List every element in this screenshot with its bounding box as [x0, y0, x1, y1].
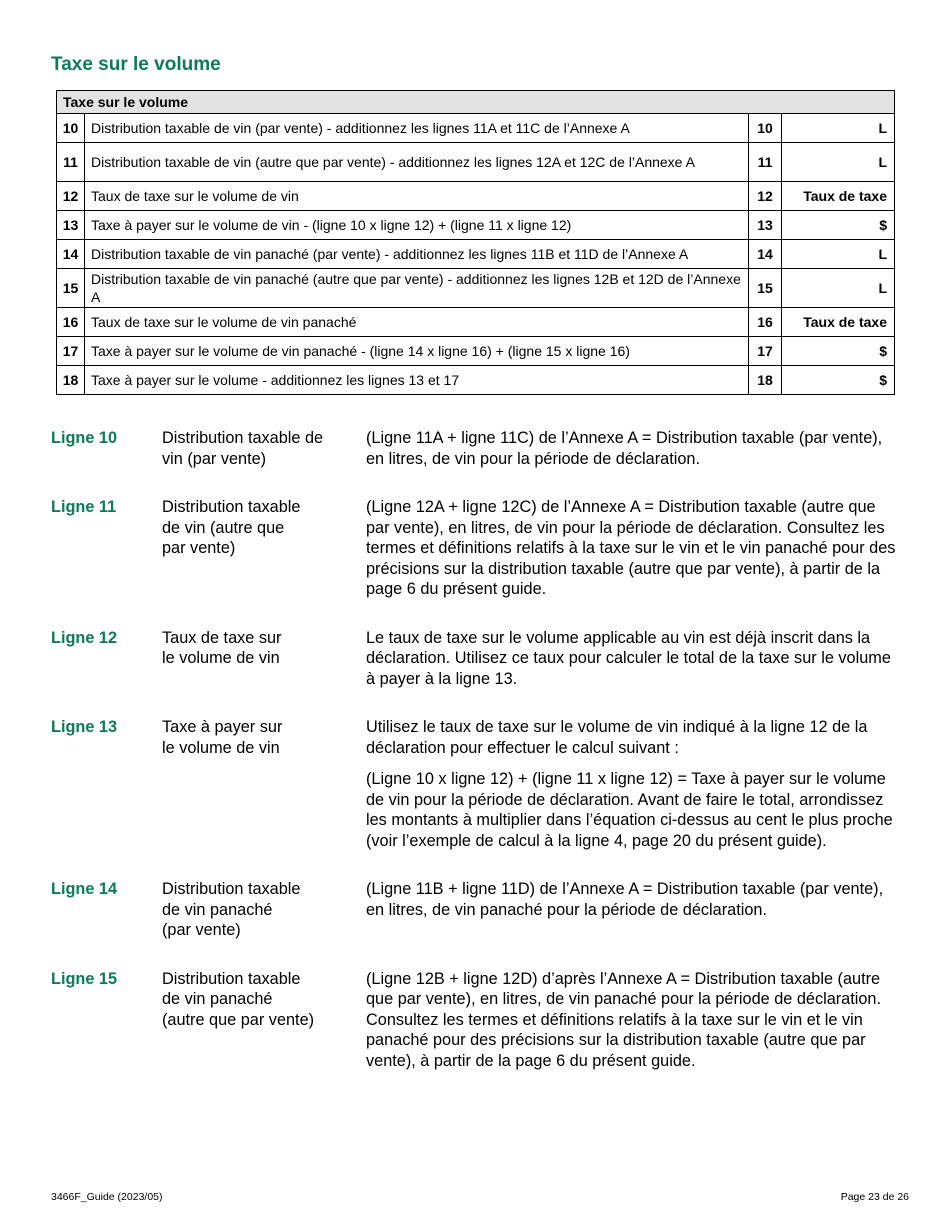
entry-label: Ligne 14: [51, 880, 118, 898]
line-unit: L: [782, 269, 895, 308]
line-number: 12: [57, 182, 85, 211]
table-row: [57, 337, 895, 366]
line-unit: Taux de taxe: [782, 182, 895, 211]
entry-label: Ligne 11: [51, 498, 117, 516]
entry-text: [366, 969, 896, 1072]
entry-name-line: (autre que par vente): [162, 1010, 315, 1029]
line-reference: 12: [749, 182, 782, 211]
line-reference: 17: [749, 337, 782, 366]
table-row: [57, 182, 895, 211]
entry-paragraph: (Ligne 11A + ligne 11C) de l’Annexe A = Distribution taxable (par vente), en litres, de vin pour la période de déclaration.: [366, 429, 883, 468]
line-unit: L: [782, 114, 895, 143]
entry-text: [366, 497, 896, 600]
line-entry: [51, 428, 896, 469]
line-description: Taxe à payer sur le volume de vin - (ligne 10 x ligne 12) + (ligne 11 x ligne 12): [85, 211, 749, 240]
entry-name-line: Taxe à payer sur: [162, 718, 283, 736]
section-title: Taxe sur le volume: [51, 54, 221, 75]
entry-paragraph: Utilisez le taux de taxe sur le volume de vin indiqué à la ligne 12 de la déclaration pour effectuer le calcul suivant :: [366, 718, 868, 757]
entry-name-line: vin (par vente): [162, 449, 267, 468]
volume-tax-table: [56, 90, 895, 395]
entry-name: [162, 969, 366, 1072]
entry-label: Ligne 12: [51, 628, 118, 647]
line-unit: $: [782, 337, 895, 366]
line-description: Distribution taxable de vin panaché (autre que par vente) - additionnez les lignes 12B et 12D de l’Annexe A: [85, 269, 749, 308]
entry-paragraph: (Ligne 12B + ligne 12D) d’après l’Annexe A = Distribution taxable (autre que par vente), en litres, de vin panaché pour la période de déclaration. Consultez les termes et définitions relatifs à la taxe sur le vin et le vin panaché pour des précisions sur la distribution taxable (autre que par vente), à partir de la page 6 du présent guide.: [366, 969, 882, 1070]
entry-paragraph: (Ligne 12A + ligne 12C) de l’Annexe A = Distribution taxable (autre que par vente), en litres, de vin pour la période de déclaration. Consultez les termes et définitions relatifs à la taxe sur le vin et le vin panaché pour des précisions sur la distribution taxable (autre que par vente), à partir de la page 6 du présent guide.: [366, 498, 896, 598]
entry-name-line: Distribution taxable de: [162, 429, 324, 447]
line-unit: L: [782, 240, 895, 269]
line-reference: 13: [749, 211, 782, 240]
line-explanations: [51, 428, 896, 1099]
table-row: [57, 366, 895, 395]
line-number: 11: [57, 143, 85, 182]
table-row: [57, 143, 895, 182]
table-header: Taxe sur le volume: [57, 91, 895, 114]
line-reference: 16: [749, 308, 782, 337]
line-reference: 10: [749, 114, 782, 143]
entry-text: [366, 428, 896, 469]
form-id: 3466F_Guide (2023/05): [51, 1191, 163, 1203]
line-reference: 14: [749, 240, 782, 269]
table-row: [57, 114, 895, 143]
line-entry: [51, 879, 896, 941]
entry-name-line: par vente): [162, 539, 236, 557]
entry-name-line: de vin (autre que: [162, 518, 285, 537]
line-unit: L: [782, 143, 895, 182]
line-number: 17: [57, 337, 85, 366]
entry-paragraph: (Ligne 11B + ligne 11D) de l’Annexe A = Distribution taxable (par vente), en litres, de vin panaché pour la période de déclaration.: [366, 880, 884, 919]
line-reference: 18: [749, 366, 782, 395]
entry-name-line: Taux de taxe sur: [162, 628, 282, 647]
entry-text: [366, 628, 896, 690]
line-number: 13: [57, 211, 85, 240]
line-entry: [51, 969, 896, 1072]
entry-name-line: Distribution taxable: [162, 880, 301, 898]
entry-name-line: de vin panaché: [162, 900, 273, 919]
entry-name: [162, 879, 366, 941]
entry-text: [366, 879, 896, 941]
line-unit: $: [782, 366, 895, 395]
entry-name: [162, 628, 366, 690]
line-reference: 11: [749, 143, 782, 182]
line-description: Distribution taxable de vin (par vente) - additionnez les lignes 11A et 11C de l’Annexe A: [85, 114, 749, 143]
line-description: Taxe à payer sur le volume de vin panaché - (ligne 14 x ligne 16) + (ligne 15 x ligne 16): [85, 337, 749, 366]
table-row: [57, 240, 895, 269]
entry-name: [162, 717, 366, 851]
table-row: [57, 308, 895, 337]
entry-paragraph: Le taux de taxe sur le volume applicable au vin est déjà inscrit dans la déclaration. Utilisez ce taux pour calculer le total de la taxe sur le volume à payer à la ligne 13.: [366, 628, 891, 688]
entry-text: [366, 717, 896, 851]
line-entry: [51, 717, 896, 851]
entry-label: Ligne 13: [51, 718, 118, 736]
line-number: 15: [57, 269, 85, 308]
line-description: Taux de taxe sur le volume de vin panaché: [85, 308, 749, 337]
line-unit: Taux de taxe: [782, 308, 895, 337]
entry-label: Ligne 10: [51, 429, 118, 447]
entry-name-line: (par vente): [162, 921, 241, 939]
entry-name-line: Distribution taxable: [162, 498, 301, 516]
entry-name-line: le volume de vin: [162, 738, 280, 757]
line-description: Distribution taxable de vin (autre que par vente) - additionnez les lignes 12A et 12C de l’Annexe A: [85, 143, 749, 182]
line-number: 16: [57, 308, 85, 337]
entry-label: Ligne 15: [51, 969, 118, 988]
line-reference: 15: [749, 269, 782, 308]
line-description: Taux de taxe sur le volume de vin: [85, 182, 749, 211]
table-row: [57, 269, 895, 308]
line-description: Distribution taxable de vin panaché (par vente) - additionnez les lignes 11B et 11D de l’Annexe A: [85, 240, 749, 269]
entry-name-line: le volume de vin: [162, 649, 280, 667]
entry-name: [162, 428, 366, 469]
line-number: 18: [57, 366, 85, 395]
line-entry: [51, 628, 896, 690]
entry-name-line: Distribution taxable: [162, 969, 301, 988]
page-number: Page 23 de 26: [840, 1191, 909, 1203]
table-row: [57, 211, 895, 240]
line-unit: $: [782, 211, 895, 240]
entry-paragraph: (Ligne 10 x ligne 12) + (ligne 11 x ligne 12) = Taxe à payer sur le volume de vin pour la période de déclaration. Avant de faire le total, arrondissez les montants à multiplier dans l’équation ci-dessus au cent le plus proche (voir l’exemple de calcul à la ligne 4, page 20 du présent guide).: [366, 770, 893, 850]
line-entry: [51, 497, 896, 600]
entry-name: [162, 497, 366, 600]
line-number: 14: [57, 240, 85, 269]
line-number: 10: [57, 114, 85, 143]
entry-name-line: de vin panaché: [162, 990, 273, 1008]
line-description: Taxe à payer sur le volume - additionnez les lignes 13 et 17: [85, 366, 749, 395]
